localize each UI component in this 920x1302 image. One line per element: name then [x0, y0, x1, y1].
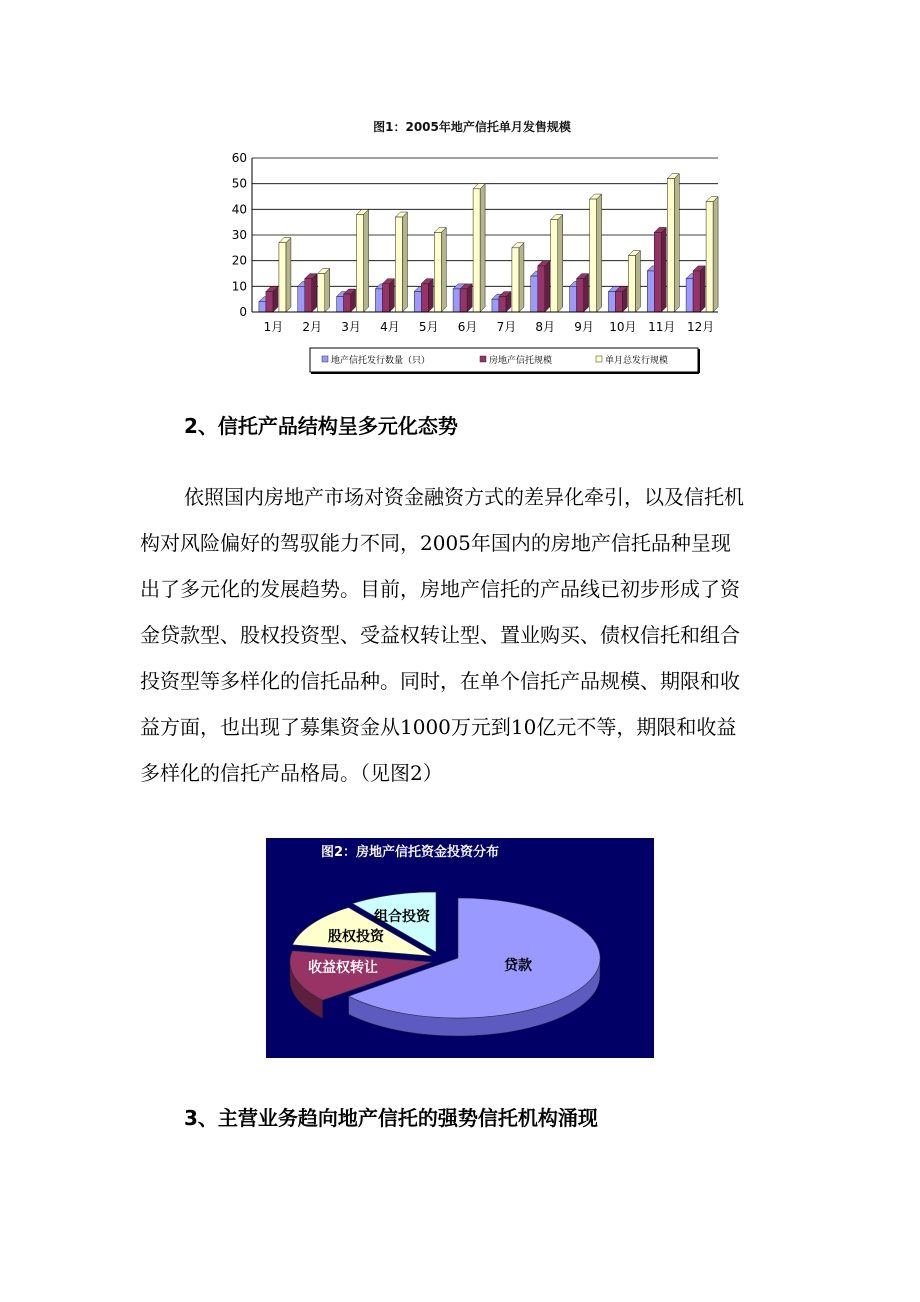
- paragraph-line: 益方面，也出现了募集资金从1000万元到10亿元不等，期限和收益: [140, 715, 737, 739]
- body-paragraph: [140, 474, 790, 796]
- bar-real-estate-scale: [305, 274, 317, 312]
- pie-label-loan: 贷款: [504, 958, 532, 974]
- x-tick-label: 1月: [263, 320, 284, 334]
- bar-real-estate-scale: [460, 284, 472, 312]
- bar-monthly-total: [706, 197, 718, 312]
- bar-real-estate-scale: [538, 261, 550, 312]
- paragraph-line: 投资型等多样化的信托品种。同时，在单个信托产品规模、期限和收: [140, 669, 740, 693]
- x-tick-label: 12月: [686, 320, 715, 334]
- y-tick-label: 10: [231, 279, 247, 294]
- x-tick-label: 7月: [496, 320, 517, 334]
- chart1-bars: [259, 174, 718, 312]
- x-tick-label: 4月: [380, 320, 400, 334]
- bar-real-estate-scale: [654, 227, 666, 312]
- y-tick-label: 0: [239, 305, 247, 319]
- legend-swatch-monthly-total: [596, 356, 602, 362]
- bar-real-estate-scale: [615, 286, 627, 312]
- y-tick-label: 60: [231, 151, 247, 165]
- bar-real-estate-scale: [382, 279, 394, 312]
- bar-real-estate-scale: [577, 274, 589, 312]
- pie-chart-investment-distribution: [266, 838, 654, 1058]
- bar-monthly-total: [628, 251, 640, 312]
- bar-real-estate-scale: [344, 289, 356, 312]
- bar-monthly-total: [357, 209, 369, 312]
- bar-monthly-total: [473, 184, 485, 312]
- bar-monthly-total: [667, 174, 679, 312]
- y-tick-label: 40: [231, 202, 247, 217]
- pie-label-equity-investment: 股权投资: [328, 929, 384, 945]
- chart1-title: 图1：2005年地产信托单月发售规模: [373, 120, 571, 134]
- chart1-x-ticks: [252, 312, 718, 334]
- x-tick-label: 9月: [574, 320, 594, 334]
- x-tick-label: 3月: [341, 320, 361, 334]
- bar-monthly-total: [279, 238, 291, 312]
- bar-real-estate-scale: [266, 286, 278, 312]
- legend-swatch-real-estate-scale: [480, 356, 486, 362]
- x-tick-label: 5月: [418, 320, 439, 334]
- chart2-title: 图2：房地产信托资金投资分布: [321, 845, 500, 860]
- paragraph-line: 出了多元化的发展趋势。目前，房地产信托的产品线已初步形成了资: [140, 577, 740, 601]
- section-heading-3: 3、主营业务趋向地产信托的强势信托机构涌现: [184, 1106, 598, 1130]
- bar-monthly-total: [590, 194, 602, 312]
- y-tick-label: 30: [231, 228, 247, 242]
- legend-label-real-estate-scale: 房地产信托规模: [489, 356, 553, 366]
- bar-real-estate-scale: [499, 292, 511, 312]
- bar-monthly-total: [512, 243, 524, 312]
- legend-swatch-issue-count: [322, 356, 328, 362]
- legend-label-issue-count: 地产信托发行数量（只）: [331, 356, 431, 366]
- bar-monthly-total: [395, 212, 407, 312]
- bar-monthly-total: [434, 227, 446, 312]
- paragraph-line: 金贷款型、股权投资型、受益权转让型、置业购买、债权信托和组合: [140, 623, 740, 647]
- x-tick-label: 2月: [302, 320, 323, 334]
- x-tick-label: 10月: [609, 320, 637, 334]
- legend-label-monthly-total: 单月总发行规模: [605, 356, 669, 366]
- bar-monthly-total: [318, 269, 330, 313]
- bar-chart-monthly-issuance: [210, 112, 730, 378]
- y-tick-label: 50: [231, 176, 247, 191]
- bar-real-estate-scale: [693, 266, 705, 312]
- paragraph-line: 构对风险偏好的驾驭能力不同，2005年国内的房地产信托品种呈现: [140, 531, 731, 555]
- section-heading-2: 2、信托产品结构呈多元化态势: [184, 414, 458, 438]
- pie-label-portfolio-investment: 组合投资: [374, 909, 430, 925]
- bar-real-estate-scale: [421, 279, 433, 312]
- x-tick-label: 6月: [457, 320, 478, 334]
- pie-label-income-right-transfer: 收益权转让: [308, 960, 378, 976]
- paragraph-line: 多样化的信托产品格局。（见图2）: [140, 761, 443, 785]
- y-tick-label: 20: [231, 253, 247, 268]
- chart1-legend: [310, 348, 699, 373]
- x-tick-label: 11月: [648, 320, 676, 334]
- paragraph-line: 依照国内房地产市场对资金融资方式的差异化牵引，以及信托机: [184, 485, 744, 509]
- x-tick-label: 8月: [535, 320, 556, 334]
- chart1-y-ticks: [232, 151, 247, 319]
- bar-monthly-total: [551, 215, 563, 312]
